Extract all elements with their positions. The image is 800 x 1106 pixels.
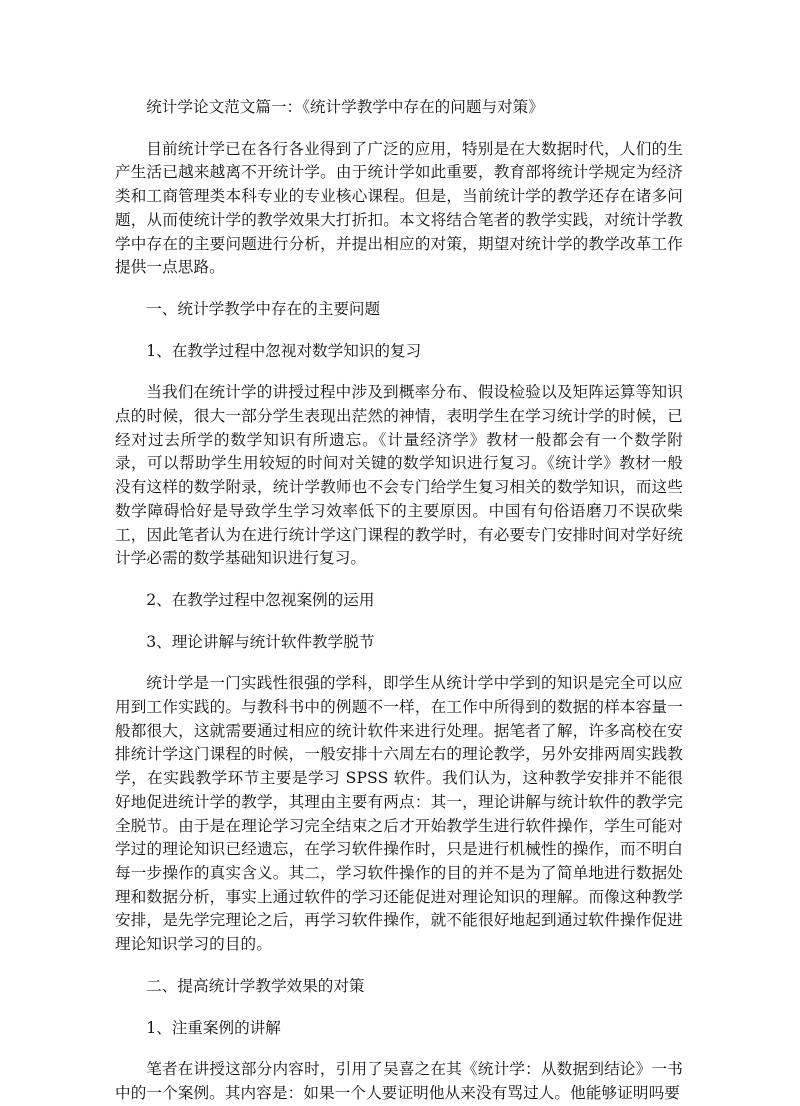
intro-paragraph: 目前统计学已在各行各业得到了广泛的应用，特别是在大数据时代，人们的生产生活已越来越离不开统计学。由于统计学如此重要，教育部将统计学规定为经济类和工商管理类本科专业的专业核心课程。但是，当前统计学的教学还存在诸多问题，从而使统计学的教学效果大打折扣。本文将结合笔者的教学实践，对统计学教学中存在的主要问题进行分析，并提出相应的对策，期望对统计学的教学改革工作提供一点思路。 [115,139,683,277]
section-1-item-2-heading: 2、在教学过程中忽视案例的运用 [146,590,375,609]
section-1-item-1-body: 当我们在统计学的讲授过程中涉及到概率分布、假设检验以及矩阵运算等知识点的时候，很大一部分学生表现出茫然的神情，表明学生在学习统计学的时候，已经对过去所学的数学知识有所遗忘。《计量经济学》教材一般都会有一个数学附录，可以帮助学生用较短的时间对关键的数学知识进行复习。《统计学》教材一般没有这样的数学附录，统计学教师也不会专门给学生复习相关的数学知识，而这些数学障碍恰好是导致学生学习效率低下的主要原因。中国有句俗语磨刀不误砍柴工，因此笔者认为在进行统计学这门课程的教学时，有必要专门安排时间对学好统计学必需的数学基础知识进行复习。 [115,383,683,568]
section-2-item-1-heading: 1、注重案例的讲解 [146,1018,281,1037]
section-2-heading: 二、提高统计学教学效果的对策 [146,976,365,995]
section-1-item-3-heading: 3、理论讲解与统计软件教学脱节 [146,632,375,651]
document-page [115,96,683,1106]
section-1-item-3-body: 统计学是一门实践性很强的学科，即学生从统计学中学到的知识是完全可以应用到工作实践的。与教科书中的例题不一样，在工作中所得到的数据的样本容量一般都很大，这就需要通过相应的统计软件来进行处理。据笔者了解，许多高校在安排统计学这门课程的时候，一般安排十六周左右的理论教学，另外安排两周实践教学，在实践教学环节主要是学习 SPSS 软件。我们认为，这种教学安排并不能很好地促进统计学的教学，其理由主要有两点：其一，理论讲解与统计软件的教学完全脱节。由于是在理论学习完全结束之后才开始教学生进行软件操作，学生可能对学过的理论知识已经遗忘，在学习软件操作时，只是进行机械性的操作，而不明白每一步操作的真实含义。其二，学习软件操作的目的并不是为了简单地进行数据处理和数据分析，事实上通过软件的学习还能促进对理论知识的理解。而像这种教学安排，是先学完理论之后，再学习软件操作，就不能很好地起到通过软件操作促进理论知识学习的目的。 [115,674,683,954]
section-1-item-1-heading: 1、在教学过程中忽视对数学知识的复习 [146,341,422,360]
document-title: 统计学论文范文篇一：《统计学教学中存在的问题与对策》 [146,98,544,116]
section-1-heading: 一、统计学教学中存在的主要问题 [146,299,381,318]
section-2-item-1-body: 笔者在讲授这部分内容时，引用了吴喜之在其《统计学：从数据到结论》一书中的一个案例。其内容是：如果一个人要证明他从来没有骂过人。他能够证明吗要 [115,1060,683,1102]
